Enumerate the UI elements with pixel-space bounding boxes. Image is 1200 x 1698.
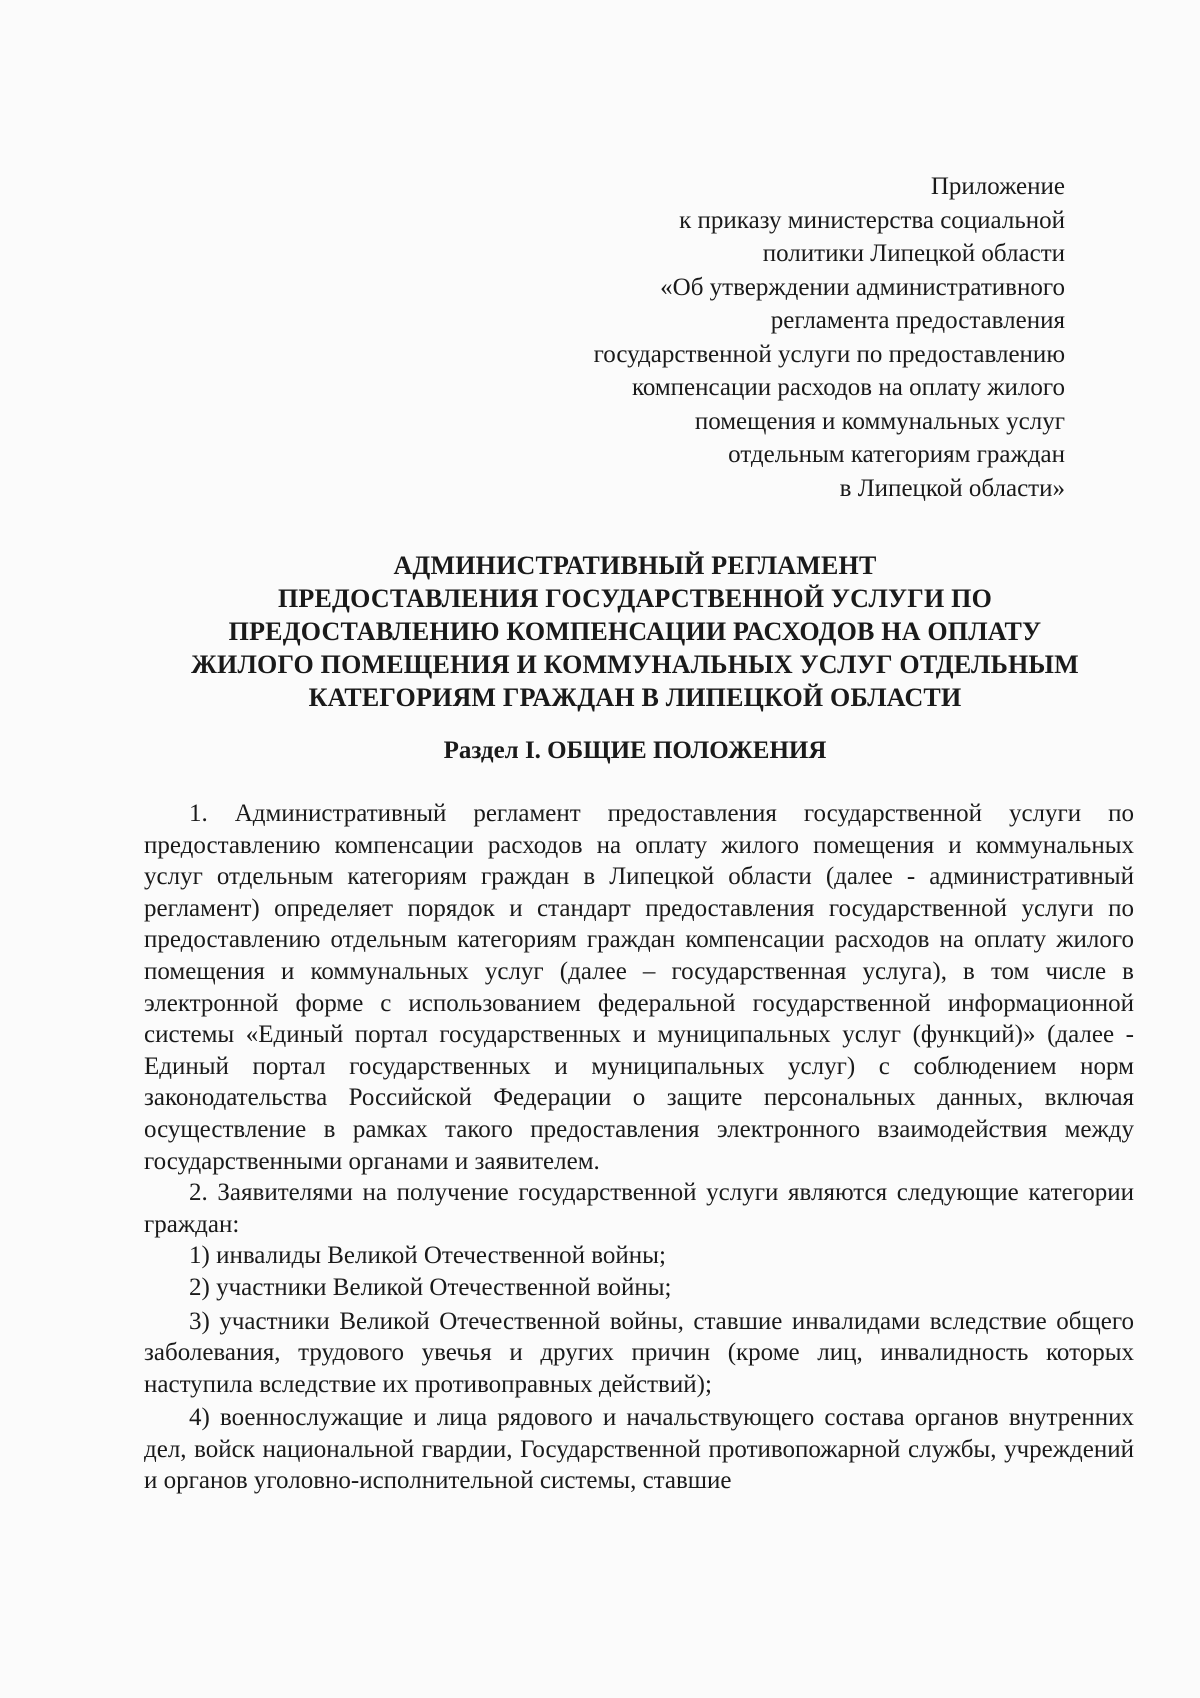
appendix-line: Приложение <box>930 173 1065 200</box>
appendix-line: помещения и коммунальных услуг <box>694 407 1065 435</box>
list-item: 3) участники Великой Отечественной войны, ставшие инвалидами вследствие общего заболевания, трудового увечья и других причин (кроме лиц, инвалидность которых наступила вследствие их противоправных действий); <box>144 1307 1134 1398</box>
appendix-line: «Об утверждении административного <box>660 273 1065 301</box>
list-item: 1) инвалиды Великой Отечественной войны; <box>189 1242 666 1270</box>
document-body <box>144 798 1134 1497</box>
paragraph-1: 1. Административный регламент предоставления государственной услуги по предоставлению компенсации расходов на оплату жилого помещения и коммунальных услуг отдельным категориям граждан в Липецкой области (далее - административный регламент) определяет порядок и стандарт предоставления государственной услуги по предоставлению отдельным категориям граждан компенсации расходов на оплату жилого помещения и коммунальных услуг (далее – государственная услуга), в том числе в электронной форме с использованием федеральной государственной информационной системы «Единый портал государственных и муниципальных услуг (функций)» (далее - Единый портал государственных и муниципальных услуг) с соблюдением норм законодательства Российской Федерации о защите персональных данных, включая осуществление в рамках такого предоставления электронного взаимодействия между государственными органами и заявителем. <box>144 800 1134 1175</box>
appendix-line: к приказу министерства социальной <box>679 206 1065 234</box>
title-line: ЖИЛОГО ПОМЕЩЕНИЯ И КОММУНАЛЬНЫХ УСЛУГ ОТДЕЛЬНЫМ <box>191 650 1079 679</box>
appendix-line: компенсации расходов на оплату жилого <box>631 374 1065 401</box>
title-line: ПРЕДОСТАВЛЕНИЮ КОМПЕНСАЦИИ РАСХОДОВ НА ОПЛАТУ <box>228 617 1042 646</box>
appendix-line: отдельным категориям граждан <box>728 441 1065 468</box>
appendix-block <box>505 170 1065 505</box>
section-heading: Раздел I. ОБЩИЕ ПОЛОЖЕНИЯ <box>443 737 827 764</box>
title-line: АДМИНИСТРАТИВНЫЙ РЕГЛАМЕНТ <box>393 551 877 580</box>
list-item: 2) участники Великой Отечественной войны; <box>189 1273 672 1301</box>
appendix-line: в Липецкой области» <box>839 474 1065 502</box>
document-title <box>140 549 1130 714</box>
list-item: 4) военнослужащие и лица рядового и начальствующего состава органов внутренних дел, войск национальной гвардии, Государственной противопожарной службы, учреждений и органов уголовно-исполнительной системы, ставшие <box>144 1404 1134 1495</box>
paragraph-2: 2. Заявителями на получение государственной услуги являются следующие категории граждан: <box>144 1179 1134 1238</box>
title-line: ПРЕДОСТАВЛЕНИЯ ГОСУДАРСТВЕННОЙ УСЛУГИ ПО <box>277 584 993 613</box>
appendix-line: регламента предоставления <box>770 307 1065 334</box>
appendix-line: политики Липецкой области <box>762 240 1065 267</box>
title-line: КАТЕГОРИЯМ ГРАЖДАН В ЛИПЕЦКОЙ ОБЛАСТИ <box>308 683 962 712</box>
appendix-line: государственной услуги по предоставлению <box>593 340 1065 368</box>
